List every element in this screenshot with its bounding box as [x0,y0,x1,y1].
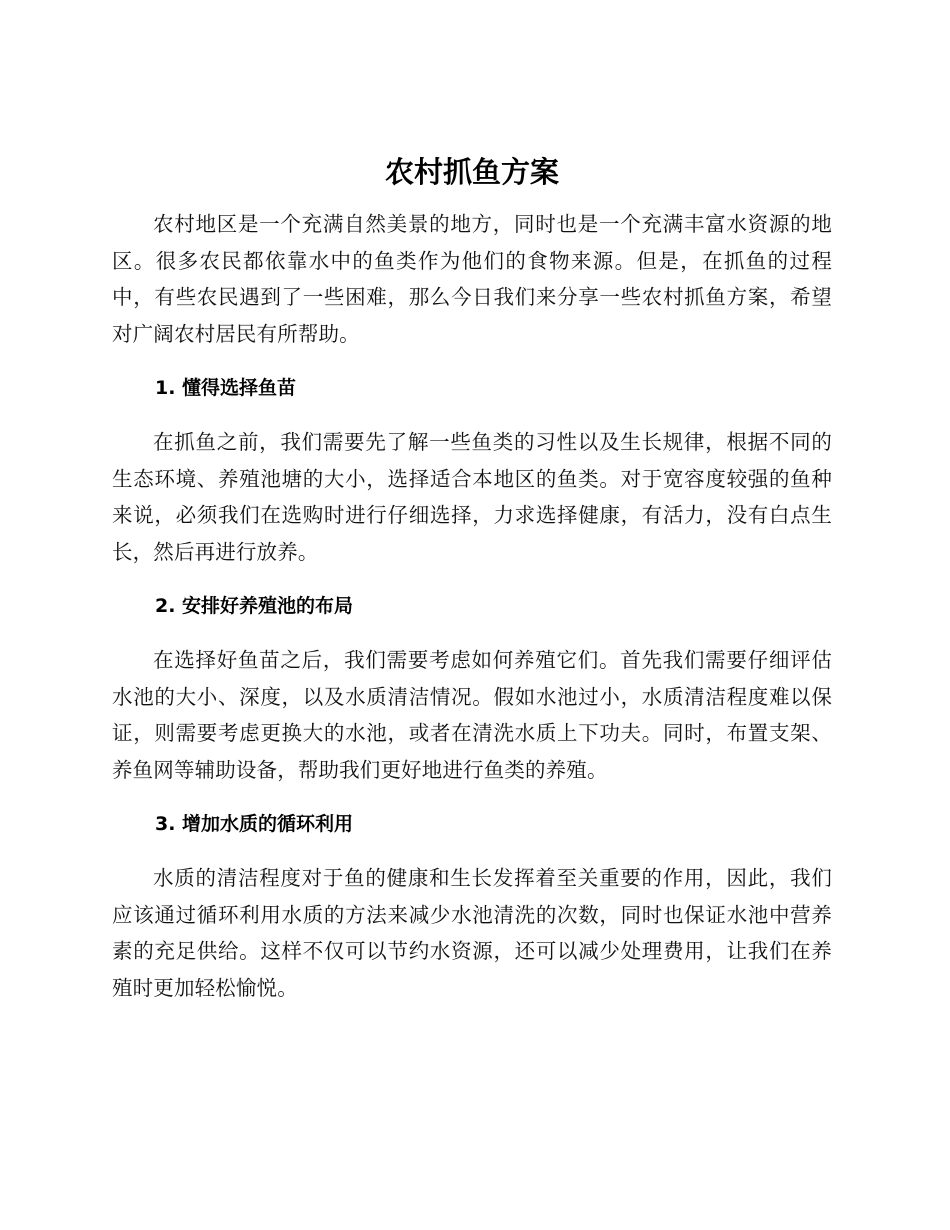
intro-paragraph: 农村地区是一个充满自然美景的地方，同时也是一个充满丰富水资源的地区。很多农民都依靠水中的鱼类作为他们的食物来源。但是，在抓鱼的过程中，有些农民遇到了一些困难，那么今日我们来分享一些农村抓鱼方案，希望对广阔农村居民有所帮助。 [112,212,832,346]
document-page [112,150,832,1006]
section-heading-2: 2. 安排好养殖池的布局 [155,595,354,617]
section-body-2: 在选择好鱼苗之后，我们需要考虑如何养殖它们。首先我们需要仔细评估水池的大小、深度，以及水质清洁情况。假如水池过小，水质清洁程度难以保证，则需要考虑更换大的水池，或者在清洗水质上下功夫。同时，布置支架、养鱼网等辅助设备，帮助我们更好地进行鱼类的养殖。 [112,648,832,782]
section-heading-1: 1. 懂得选择鱼苗 [155,377,297,399]
section-heading-3: 3. 增加水质的循环利用 [155,813,354,835]
section-body-1: 在抓鱼之前，我们需要先了解一些鱼类的习性以及生长规律，根据不同的生态环境、养殖池塘的大小，选择适合本地区的鱼类。对于宽容度较强的鱼种来说，必须我们在选购时进行仔细选择，力求选择健康，有活力，没有白点生长，然后再进行放养。 [112,430,832,564]
document-title: 农村抓鱼方案 [384,155,559,189]
section-body-3: 水质的清洁程度对于鱼的健康和生长发挥着至关重要的作用，因此，我们应该通过循环利用水质的方法来减少水池清洗的次数，同时也保证水池中营养素的充足供给。这样不仅可以节约水资源，还可以减少处理费用，让我们在养殖时更加轻松愉悦。 [112,866,832,1000]
